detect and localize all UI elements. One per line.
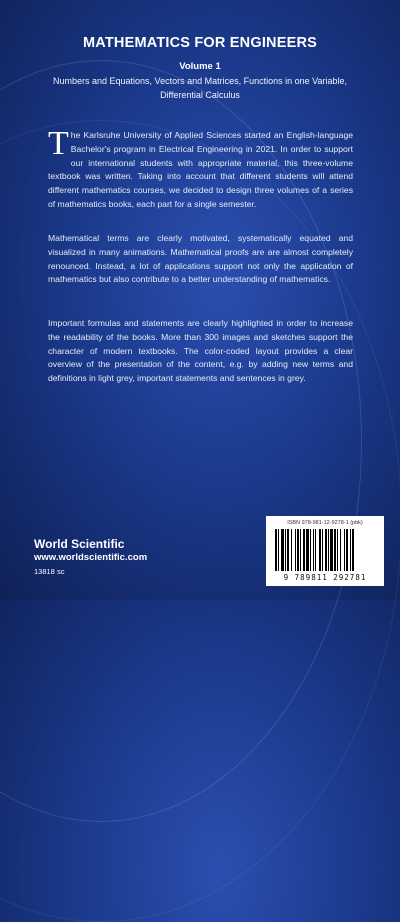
publisher-url: www.worldscientific.com bbox=[34, 552, 148, 563]
description-paragraph-2: Mathematical terms are clearly motivated, systematically equated and visualized in many animations. Mathematical proofs are are almost completely renounced. Instead, a lot of applications support not only the application of mathematics but also contribute to a better understanding of mathematics. bbox=[48, 233, 353, 285]
paragraph-text: he Karlsruhe University of Applied Sciences started an English-language Bachelor's program in Electrical Engineering in 2021. In order to support our international students with appropriate material, this three-volume textbook was written. Taking into account that different students will attend different mathematics courses, we decided to design three volumes of a series of mathematics books, each part for a single semester. bbox=[48, 130, 353, 209]
barcode-icon bbox=[275, 529, 375, 571]
product-code: 13818 sc bbox=[34, 567, 65, 576]
barcode-label bbox=[266, 516, 384, 586]
description-paragraph-3: Important formulas and statements are clearly highlighted in order to increase the readability of the books. More than 300 images and sketches support the character of modern textbooks. The color-coded layout provides a clear overview of the presentation of the content, e.g. by adding new terms and definitions in light grey, important statements and sentences in grey. bbox=[48, 318, 353, 384]
isbn-text: ISBN 978-981-12-9278-1 (pbk) bbox=[287, 520, 363, 526]
publisher-block bbox=[34, 537, 147, 577]
volume-label: Volume 1 bbox=[179, 61, 221, 72]
publisher-name: World Scientific bbox=[34, 537, 125, 551]
book-title: MATHEMATICS FOR ENGINEERS bbox=[82, 35, 318, 51]
book-subtitle: Numbers and Equations, Vectors and Matrices, Functions in one Variable, Differential Calculus bbox=[53, 76, 347, 100]
description-paragraph-1 bbox=[48, 125, 353, 212]
barcode-number: 9 789811 292781 bbox=[283, 573, 367, 582]
drop-cap: T bbox=[48, 125, 69, 162]
